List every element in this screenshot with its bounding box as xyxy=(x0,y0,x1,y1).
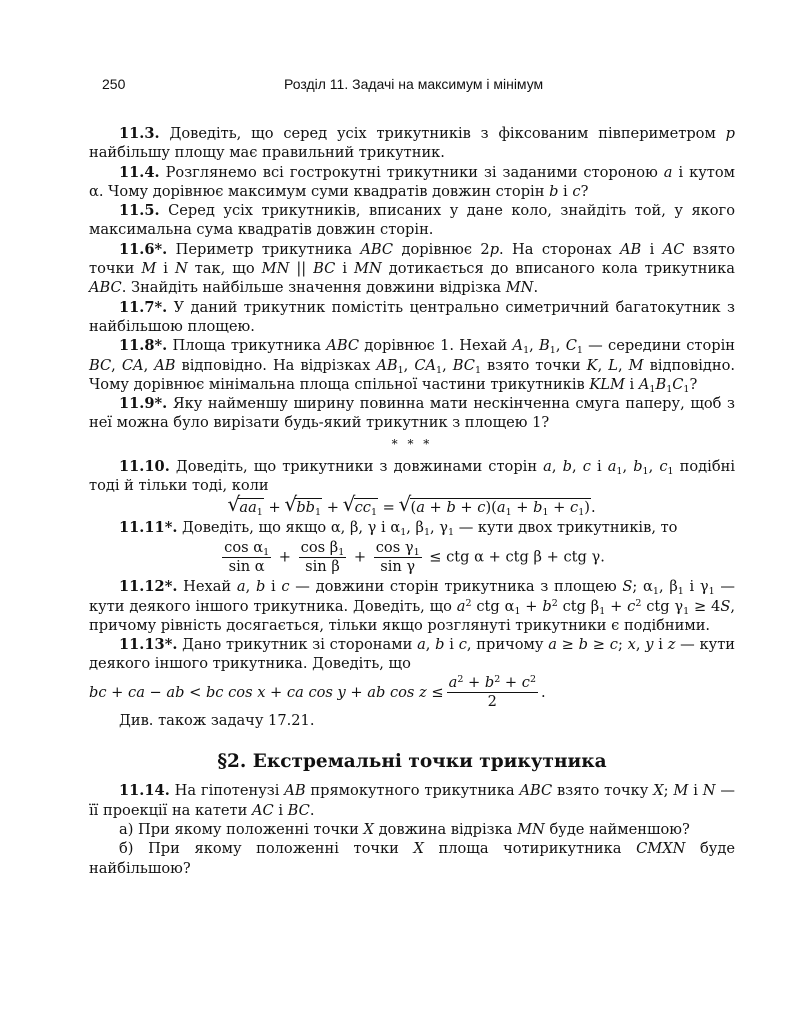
problem-11-6 xyxy=(89,240,735,298)
formula-rhs: ≤ ctg α + ctg β + ctg γ. xyxy=(429,548,605,566)
problem-text: . Знайдіть найбільше значення довжини відрізка xyxy=(121,279,506,297)
math-var: B xyxy=(655,375,667,393)
problem-11-14 xyxy=(89,781,735,820)
math-var: KLM xyxy=(589,375,625,393)
problem-text: дотикається до вписаного кола трикутника xyxy=(381,260,735,278)
problem-text: ? xyxy=(580,182,589,200)
problem-text: — кути деякого іншого трикутника. Доведіть, що xyxy=(89,578,735,615)
problem-text: Розглянемо всі гострокутні трикутники зі заданими стороною xyxy=(159,163,664,181)
problem-number: 11.12*. xyxy=(119,578,178,596)
problem-text: і кутом α. Чому дорівнює максимум суми квадратів довжин сторін xyxy=(89,163,736,200)
problem-text: і xyxy=(590,458,608,476)
problem-text: — кути деякого іншого трикутника. Доведіть, що xyxy=(89,636,736,673)
problem-text: взято точки xyxy=(89,240,735,278)
problem-text: На гіпотенузі xyxy=(169,782,285,800)
problem-text: — кути двох трикутників, то xyxy=(454,518,678,536)
fraction: $\frac{\cos \gamma_1}{\text{sin γ}}$ xyxy=(375,539,420,576)
problem-text: і xyxy=(624,375,639,393)
problem-text: Яку найменшу ширину повинна мати нескінченна смуга паперу, щоб з неї можна було вирізати будь-який трикутник з площею 1? xyxy=(89,395,735,432)
formula-11-13: bc + ca − ab < bc cos x + ca cos y + ab cos z ≤ $\frac{a^2 + b^2 + c^2}{2}$ . xyxy=(89,673,546,710)
math-var: ABC xyxy=(89,279,122,297)
math-var: AC xyxy=(662,240,685,258)
problem-11-14-b: б) При якому положенні точки X площа чотирикутника CMXN буде найбільшою? xyxy=(89,840,735,877)
math-var: CMXN xyxy=(636,840,686,858)
math-var: AB xyxy=(284,782,306,800)
problem-11-3 xyxy=(89,124,735,163)
math-var: X xyxy=(413,840,424,858)
page-number: 250 xyxy=(102,76,126,92)
subscript: 1 xyxy=(523,345,530,357)
math-var: BC xyxy=(89,356,112,374)
problem-text: Серед усіх трикутників, вписаних у дане коло, знайдіть той, у якого максимальна сума квадратів довжин сторін. xyxy=(89,202,735,239)
subscript: 1 xyxy=(649,383,656,395)
problem-11-14-a: а) При якому положенні точки X довжина відрізка MN буде найменшою? xyxy=(119,820,690,838)
problem-text: || xyxy=(289,260,314,278)
problem-text: прямокутного трикутника xyxy=(305,782,520,800)
problem-text: Доведіть, що трикутники з довжинами сторін xyxy=(169,458,544,476)
problem-text: і xyxy=(335,260,354,278)
subscript: 1 xyxy=(474,364,481,376)
problem-11-7 xyxy=(89,298,735,337)
problem-text: відповідно. Чому дорівнює мінімальна площа спільної частини трикутників xyxy=(89,356,736,393)
math-var: L xyxy=(608,356,618,374)
problem-11-10: 11.10. Доведіть, що трикутники з довжинами сторін a, b, c і $a_1$, $b_1$, $c_1$ подібні тоді й тільки тоді, коли xyxy=(89,458,735,495)
problem-11-8: 11.8*. Площа трикутника ABC дорівнює 1. Нехай $A_1$, $B_1$, $C_1$ — середини сторін BC, CA, AB відповідно. На відрізках $AB_1$, $CA_1$, $BC_1$ взято точки K, L, M відповідно. Чому дорівнює мінімальна площа спільної частини трикутників KLM і $A_1B_1C_1$? xyxy=(89,337,736,395)
problem-number: 11.13*. xyxy=(119,636,178,654)
subscript: 1 xyxy=(397,364,404,376)
problem-text: найбільшу площу має правильний трикутник. xyxy=(89,144,445,162)
subscript: 1 xyxy=(666,383,673,395)
math-var: c xyxy=(572,182,581,200)
math-var: M xyxy=(628,356,644,374)
problem-text: Площа трикутника xyxy=(167,337,327,355)
problem-text: . xyxy=(533,279,539,297)
math-var: X xyxy=(653,782,664,800)
problem-text: так, що xyxy=(187,260,262,278)
problem-number: 11.3. xyxy=(119,125,160,142)
problem-text: і xyxy=(273,801,288,819)
problem-number: 11.7*. xyxy=(119,298,168,316)
problem-text: і xyxy=(641,240,663,258)
subscript: 1 xyxy=(683,383,690,395)
math-var: BC xyxy=(313,260,336,278)
math-var: p xyxy=(725,125,735,142)
problem-text: , причому xyxy=(466,636,549,654)
problem-text: ; α xyxy=(632,578,653,596)
problem-11-12: 11.12*. Нехай a, b і c — довжини сторін трикутника з площею S; $\alpha_1$, $\beta_1$ і $\gamma_1$ — кути деякого іншого трикутника. Доведіть, що $a^2$ ctg $\alpha_1 + b^2$ ctg $\beta_1 + c^2$ ctg $\gamma_1 \ge 4S$, причому рівність досягається, тільки якщо розглянуті трикутники є подібними. xyxy=(89,578,735,634)
problem-number: 11.9*. xyxy=(119,395,168,413)
problem-11-4 xyxy=(89,163,735,202)
problem-11-11: 11.11*. Доведіть, що якщо α, β, γ і $\alpha_1$, $\beta_1$, $\gamma_1$ — кути двох трикутників, то xyxy=(119,518,678,538)
problem-number: 11.14. xyxy=(119,782,170,800)
formula-11-10: √ $aa_1$ + √ $bb_1$ + √ $cc_1$ = √ $(a + b + c)(a_1 + b_1 + c_1)$. xyxy=(89,498,735,517)
math-var: ABC xyxy=(326,337,359,355)
section-separator: * * * xyxy=(391,436,433,451)
problem-11-13: 11.13*. Дано трикутник зі сторонами a, b і c, причому a ≥ b ≥ c; x, y і z — кути деякого іншого трикутника. Доведіть, що xyxy=(89,636,736,673)
fraction: $\frac{\cos \alpha_1}{\text{sin α}}$ xyxy=(224,539,270,576)
math-var: K xyxy=(586,356,598,374)
fraction: $\frac{\cos \beta_1}{\text{sin β}}$ xyxy=(300,539,345,576)
running-title: Розділ 11. Задачі на максимум і мінімум xyxy=(284,76,544,92)
math-var: AB xyxy=(620,240,642,258)
problem-text: дорівнює 2 xyxy=(393,240,490,258)
math-var: A xyxy=(512,337,524,355)
problem-text: Периметр трикутника xyxy=(167,240,361,258)
problem-text: і xyxy=(156,260,175,278)
problem-text: ; xyxy=(663,782,674,800)
sqrt-product: √ $(a + b + c)(a_1 + b_1 + c_1)$ xyxy=(400,498,591,517)
math-var: MN xyxy=(505,279,534,297)
math-var: ABC xyxy=(519,782,553,800)
problem-text: У даний трикутник помістіть центрально симетричний багатокутник з найбільшою площею. xyxy=(89,298,735,335)
math-var: a xyxy=(663,163,673,181)
subscript: 1 xyxy=(576,345,583,357)
problem-number: 11.6*. xyxy=(119,240,168,258)
problem-text: Нехай xyxy=(177,578,237,596)
page-body xyxy=(89,124,735,878)
problem-number: 11.11*. xyxy=(119,518,178,536)
subscript: 1 xyxy=(436,364,443,376)
math-var: MN xyxy=(261,260,290,278)
page-header xyxy=(88,76,708,96)
see-also: Див. також задачу 17.21. xyxy=(119,711,315,729)
problem-text: — довжини сторін трикутника з площею xyxy=(289,578,623,596)
math-var: ABC xyxy=(360,240,394,258)
math-var: C xyxy=(672,375,684,393)
math-var: MN xyxy=(354,260,382,278)
formula-lhs: bc + ca − ab < bc cos x + ca cos y + ab cos z ≤ xyxy=(89,683,444,701)
math-var: B xyxy=(539,337,550,355)
math-var: C xyxy=(565,337,577,355)
problem-text: взято точки xyxy=(480,356,587,374)
formula-11-11: $\frac{\cos \alpha_1}{\text{sin α}}$ + $\frac{\cos \beta_1}{\text{sin β}}$ + $\frac{\cos \gamma_1}{\text{sin γ}}$ ≤ ctg α + ctg β + ctg γ. xyxy=(224,539,605,576)
problem-number: 11.8*. xyxy=(119,337,168,355)
sqrt-bb1: √ $bb_1$ xyxy=(285,498,322,517)
problem-text: Доведіть, що серед усіх трикутників з фіксованим півпериметром xyxy=(159,125,726,142)
math-var: S xyxy=(622,578,633,596)
problem-number: 11.5. xyxy=(119,202,160,220)
problem-11-5 xyxy=(89,201,735,240)
problem-text: дорівнює 1. Нехай xyxy=(358,337,513,355)
problem-text: . xyxy=(309,801,315,819)
problem-text: Доведіть, що якщо α, β, γ і α xyxy=(177,518,401,536)
math-var: AC xyxy=(251,801,274,819)
subscript: 1 xyxy=(549,345,556,357)
problem-number: 11.10. xyxy=(119,458,170,476)
math-var: CA xyxy=(121,356,144,374)
problem-text: — її проекції на катети xyxy=(89,782,736,819)
problem-text: і xyxy=(558,182,573,200)
math-var: b xyxy=(549,182,559,200)
sqrt-cc1: √ $cc_1$ xyxy=(344,498,378,517)
fraction: $\frac{a^2 + b^2 + c^2}{2}$ xyxy=(448,673,537,710)
problem-11-9 xyxy=(89,394,735,433)
math-var: MN xyxy=(517,820,545,838)
math-var: BC xyxy=(287,801,310,819)
problem-text: і xyxy=(688,782,703,800)
section-heading: §2. Екстремальні точки трикутника xyxy=(217,751,607,773)
problem-text: Дано трикутник зі сторонами xyxy=(177,636,418,654)
math-var: N xyxy=(702,782,716,800)
problem-text: ? xyxy=(689,375,698,393)
math-var: M xyxy=(673,782,689,800)
sqrt-aa1: √ $aa_1$ xyxy=(228,498,263,517)
problem-text: — середини сторін xyxy=(582,337,735,355)
math-var: A xyxy=(638,375,650,393)
problem-text: відповідно. На відрізках xyxy=(175,356,377,374)
math-var: X xyxy=(363,820,374,838)
problem-number: 11.4. xyxy=(119,163,160,181)
math-var: CA xyxy=(414,356,437,374)
math-var: p xyxy=(489,240,500,258)
math-var: N xyxy=(174,260,188,278)
problem-text: . На сторонах xyxy=(499,240,621,258)
math-var: BC xyxy=(452,356,475,374)
problem-text: , причому рівність досягається, тільки якщо розглянуті трикутники є подібними. xyxy=(89,597,735,634)
problem-text: подібні тоді й тільки тоді, коли xyxy=(89,458,735,495)
math-var: AB xyxy=(154,356,176,374)
math-var: AB xyxy=(376,356,398,374)
math-var: M xyxy=(141,260,157,278)
problem-text: взято точку xyxy=(552,782,654,800)
